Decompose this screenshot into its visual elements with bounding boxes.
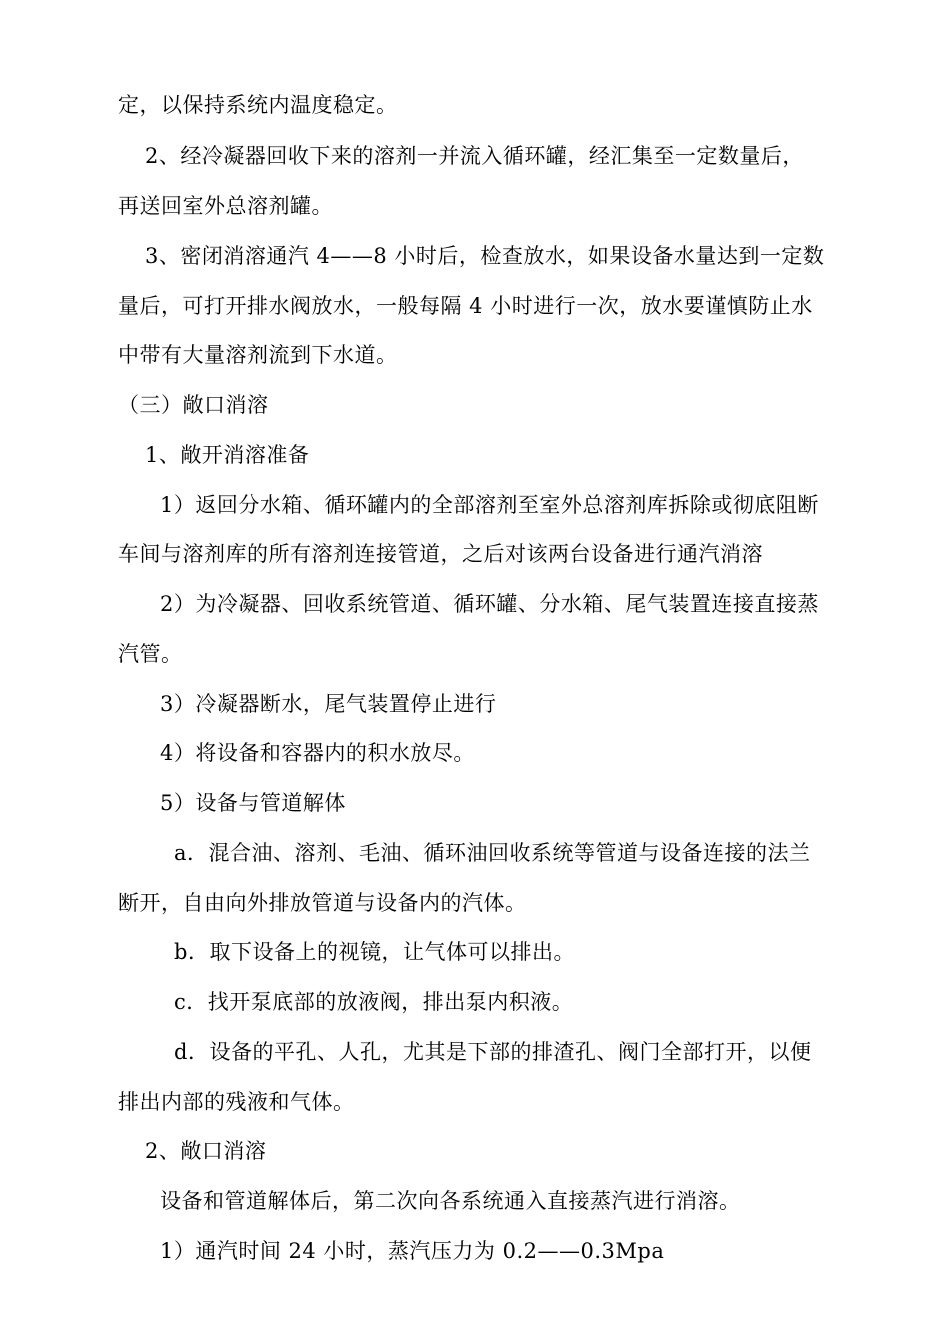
text-line: 量后，可打开排水阀放水，一般每隔 4 小时进行一次，放水要谨慎防止水 [118, 294, 813, 318]
text-line: 中带有大量溶剂流到下水道。 [118, 343, 398, 367]
text-line: 5）设备与管道解体 [160, 791, 346, 815]
text-line: 车间与溶剂库的所有溶剂连接管道，之后对该两台设备进行通汽消溶 [118, 542, 763, 566]
text-line: 3、密闭消溶通汽 4——8 小时后，检查放水，如果设备水量达到一定数 [145, 244, 825, 268]
text-line: 定，以保持系统内温度稳定。 [118, 93, 398, 117]
text-line: b．取下设备上的视镜，让气体可以排出。 [174, 940, 575, 964]
text-line: 3）冷凝器断水，尾气装置停止进行 [160, 692, 497, 716]
text-line: 汽管。 [118, 642, 183, 666]
section-heading: （三）敞口消溶 [118, 393, 269, 417]
subsection-heading: 1、敞开消溶准备 [145, 443, 310, 467]
text-line: d．设备的平孔、人孔，尤其是下部的排渣孔、阀门全部打开，以便 [174, 1040, 812, 1064]
text-line: 断开，自由向外排放管道与设备内的汽体。 [118, 891, 527, 915]
text-line: 1）通汽时间 24 小时，蒸汽压力为 0.2——0.3Mpa [160, 1239, 665, 1263]
text-line: 排出内部的残液和气体。 [118, 1090, 355, 1114]
subsection-heading: 2、敞口消溶 [145, 1139, 267, 1163]
text-line: 4）将设备和容器内的积水放尽。 [160, 741, 475, 765]
text-line: a．混合油、溶剂、毛油、循环油回收系统等管道与设备连接的法兰 [174, 841, 811, 865]
text-line: c．找开泵底部的放液阀，排出泵内积液。 [174, 990, 574, 1014]
text-line: 2、经冷凝器回收下来的溶剂一并流入循环罐，经汇集至一定数量后， [145, 144, 804, 168]
text-line: 1）返回分水箱、循环罐内的全部溶剂至室外总溶剂库拆除或彻底阻断 [160, 493, 819, 517]
text-line: 2）为冷凝器、回收系统管道、循环罐、分水箱、尾气装置连接直接蒸 [160, 592, 819, 616]
text-line: 再送回室外总溶剂罐。 [118, 194, 333, 218]
text-line: 设备和管道解体后，第二次向各系统通入直接蒸汽进行消溶。 [160, 1189, 741, 1213]
